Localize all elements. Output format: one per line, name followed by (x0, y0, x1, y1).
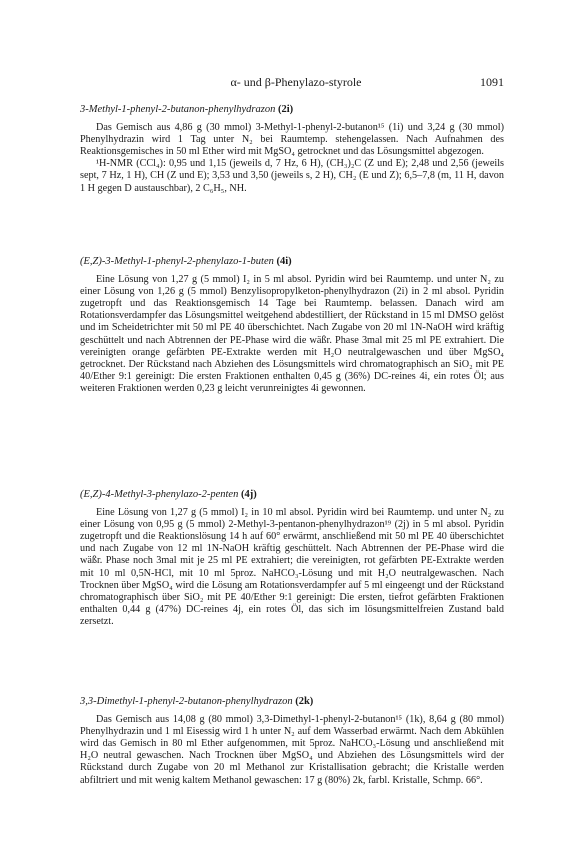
section-2k (80, 696, 504, 787)
compound-label: (4i) (276, 256, 292, 267)
page-header (80, 75, 512, 91)
paragraph: Eine Lösung von 1,27 g (5 mmol) I₂ in 5 ml absol. Pyridin wird bei Raumtemp. und unter N₂ zu einer Lösung von 1,26 g (5 mmol) Benzylisopropylketon-phenylhydrazon (2i) in 2 ml absol. Pyridin zugetropft und das Reaktionsgemisch 14 Tage bei Raumtemp. belassen. Danach wird am Rotationsverdampfer das Lösungsmittel weitgehend abdestilliert, der Rückstand in 15 ml DMSO gelöst und im Scheidetrichter mit 50 ml PE 40 überschichtet. Nach Zugabe von 20 ml 1N-NaOH wird kräftig geschüttelt und nach Abtrennen der PE-Phase wird die wäßr. Phase 3mal mit 25 ml PE extrahiert. Die vereinigten orange gefärbten PE-Extrakte werden mit H₂O neutralgewaschen und über MgSO₄ getrocknet. Der Rückstand nach Abziehen des Lösungsmittels wird chromatographisch an SiO₂ mit PE 40/Ether 9:1 gereinigt: Die ersten Fraktionen enthalten 0,45 g (36%) DC-reines 4i, ein rotes Öl; aus weiteren Fraktionen werden 0,23 g leicht verunreinigtes 4i gewonnen. (80, 274, 504, 394)
section-4i (80, 256, 504, 395)
section-title: (E,Z)-4-Methyl-3-phenylazo-2-penten (4j) (80, 489, 257, 500)
paragraph: Das Gemisch aus 4,86 g (30 mmol) 3-Methyl-1-phenyl-2-butanon¹⁵ (1i) und 3,24 g (30 mmol) Phenylhydrazin wird 1 Tag unter N₂ bei Raumtemp. stehengelassen. Nach Aufnahmen des Reaktionsgemisches in 50 ml Ether wird mit MgSO₄ getrocknet und das Lösungsmittel abgezogen. (80, 122, 504, 158)
compound-label: (2i) (277, 104, 294, 115)
nmr-paragraph: ¹H-NMR (CCl₄): 0,95 und 1,15 (jeweils d, 7 Hz, 6 H), (CH₃)₂C (Z und E); 2,48 und 2,56 (jeweils sept, 7 Hz, 1 H), CH (Z und E); 3,53 und 3,50 (jeweils s, 2 H), CH₂ (E und Z); 6,5–7,8 (m, 11 H, davon 1 H gegen D austauschbar), 2 C₆H₅, NH. (80, 158, 504, 194)
running-head: α- und β-Phenylazo-styrole (230, 75, 362, 89)
section-title: (E,Z)-3-Methyl-1-phenyl-2-phenylazo-1-buten (4i) (80, 256, 292, 267)
compound-label: (2k) (295, 696, 314, 707)
compound-label: (4j) (240, 489, 257, 500)
section-2i (80, 104, 504, 195)
section-title: 3,3-Dimethyl-1-phenyl-2-butanon-phenylhydrazon (2k) (80, 696, 314, 707)
paragraph: Das Gemisch aus 14,08 g (80 mmol) 3,3-Dimethyl-1-phenyl-2-butanon¹⁵ (1k), 8,64 g (80 mmol) Phenylhydrazin und 1 ml Eisessig wird 1 h unter N₂ auf dem Wasserbad erwärmt. Nach dem Abkühlen wird das Gemisch in 80 ml Ether aufgenommen, mit 5proz. NaHCO₃-Lösung und anschließend mit H₂O neutral gewaschen. Nach Trocknen über MgSO₄ und Abziehen des Lösungsmittels wird der Rückstand durch Zugabe von 20 ml Methanol zur Kristallisation gebracht; die Kristalle werden abfiltriert und mit wenig kaltem Methanol gewaschen: 17 g (80%) 2k, farbl. Kristalle, Schmp. 66°. (80, 714, 504, 786)
paragraph: Eine Lösung von 1,27 g (5 mmol) I₂ in 10 ml absol. Pyridin wird bei Raumtemp. und unter N₂ zu einer Lösung von 0,95 g (5 mmol) 2-Methyl-3-pentanon-phenylhydrazon¹⁹ (2j) in 5 ml absol. Pyridin zugetropft und die Reaktionslösung 14 h auf 60° erwärmt, anschließend mit 50 ml PE 40 überschichtet und nach Zugabe von 12 ml 1N-NaOH kräftig geschüttelt. Nach Abtrennen der PE-Phase wird die wäßr. Phase noch 3mal mit je 25 ml PE extrahiert; die vereinigten, rot gefärbten PE-Extrakte werden mit 10 ml 0,5N-HCl, mit 10 ml 5proz. NaHCO₃-Lösung und mit H₂O neutralgewaschen. Nach Trocknen über MgSO₄ wird die Lösung am Rotationsverdampfer auf 5 ml eingeengt und der Rückstand chromatographisch über SiO₂ mit PE 40/Ether 9:1 gereinigt: Die ersten, tiefrot gefärbten Fraktionen enthalten 0,44 g (47%) DC-reines 4j, ein rotes Öl, das sich im lösungsmittelfreien Zustand bald zersetzt. (80, 507, 504, 627)
section-title: 3-Methyl-1-phenyl-2-butanon-phenylhydrazon (2i) (80, 104, 294, 115)
page-number: 1091 (480, 75, 504, 89)
section-4j (80, 489, 504, 628)
